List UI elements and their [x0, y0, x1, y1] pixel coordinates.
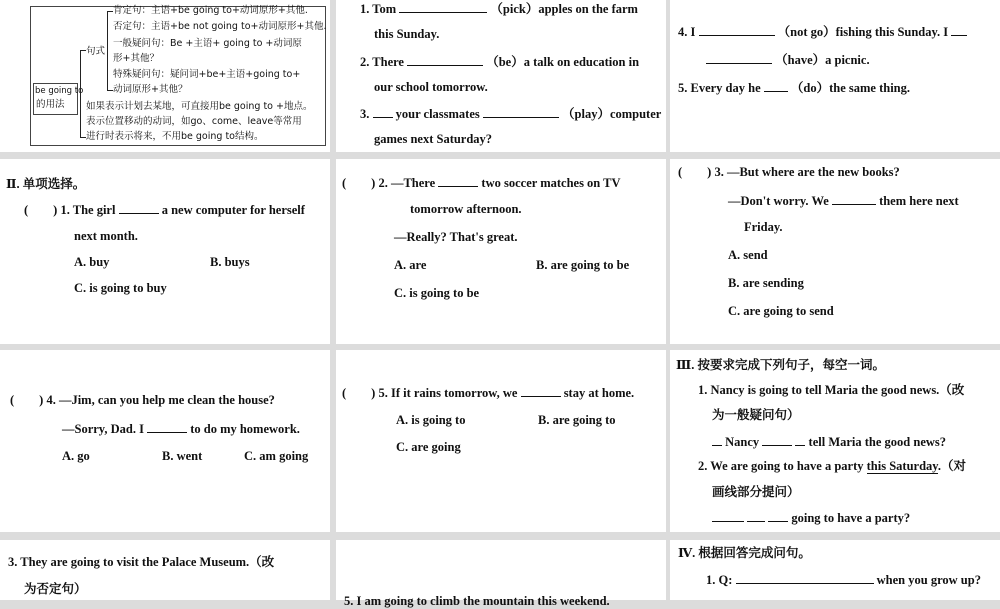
mc3-reply	[728, 192, 959, 209]
question-4-line-2	[706, 51, 870, 68]
mc5-blank[interactable]	[521, 384, 561, 397]
st1-blank-3[interactable]	[795, 433, 805, 446]
st1-text-b: tell Maria the good news?	[808, 435, 947, 449]
section-2-title: Ⅱ. 单项选择。	[6, 177, 86, 191]
mc5-option-a[interactable]: A. is going to	[396, 413, 466, 427]
st2-blank-2[interactable]	[747, 509, 765, 522]
mc4-reply	[62, 420, 300, 437]
mc1-option-a[interactable]: A. buy	[74, 255, 110, 269]
st1-blank-2[interactable]	[762, 433, 792, 446]
q4-text-c: （have）a picnic.	[775, 53, 870, 67]
q3-text-c: （play）computer	[562, 107, 662, 121]
mc5-option-c[interactable]: C. are going	[396, 440, 461, 454]
question-3-line	[360, 105, 661, 122]
section-3-title: Ⅲ. 按要求完成下列句子，每空一词。	[676, 358, 885, 372]
mc1-option-c[interactable]: C. is going to buy	[74, 281, 167, 295]
note-place: 如果表示计划去某地，可直接用be going to +地点。	[86, 101, 313, 112]
st2-text-a: 2. We are going to have a party	[698, 459, 864, 473]
mc2-blank[interactable]	[438, 174, 478, 187]
multiple-choice-panel-2	[336, 159, 666, 344]
q5-text-b: （do）the same thing.	[790, 81, 910, 95]
multiple-choice-panel-4	[0, 350, 330, 532]
mc3-option-a[interactable]: A. send	[728, 248, 768, 262]
mc3-text-a: 3. —But where are the new books?	[714, 165, 900, 179]
sentence-pattern-label: 句式	[86, 46, 106, 57]
note-movement-verbs-cont: 进行时表示将来，不用be going to结构。	[86, 131, 264, 142]
mc3-answer-paren[interactable]: ( )	[678, 165, 712, 179]
multiple-choice-panel-1	[0, 159, 330, 344]
mc4-option-c[interactable]: C. am going	[244, 449, 309, 463]
mc5-option-b[interactable]: B. are going to	[538, 413, 616, 427]
mc2-option-a[interactable]: A. are	[394, 258, 427, 272]
note-movement-verbs: 表示位置移动的动词，如go、come、leave等常用	[86, 116, 302, 127]
q4-blank-3[interactable]	[706, 51, 772, 64]
be-going-to-label: be going to	[35, 86, 84, 96]
q4-text-b: （not go）fishing this Sunday. I	[777, 25, 949, 39]
mc5-text-a: 5. If it rains tomorrow, we	[378, 386, 518, 400]
mc4-answer-paren[interactable]: ( )	[10, 393, 44, 407]
mc2-option-b[interactable]: B. are going to be	[536, 258, 630, 272]
q4-blank-1[interactable]	[699, 23, 775, 36]
rule-wh-question-cont: 动词原形+其他？	[113, 84, 188, 95]
usage-label: 的用法	[36, 99, 65, 110]
question-5-line	[678, 79, 910, 96]
q4-text-a: 4. I	[678, 25, 696, 39]
st5-sentence: 5. I am going to climb the mountain this weekend.	[344, 594, 610, 608]
mc1-text-a: 1. The girl	[60, 203, 116, 217]
q3-blank-2[interactable]	[483, 105, 559, 118]
cq1-text-b: when you grow up?	[876, 573, 981, 587]
q5-blank[interactable]	[764, 79, 788, 92]
st1-blank-1[interactable]	[712, 433, 722, 446]
q1-text-b: （pick）apples on the farm	[490, 2, 638, 16]
rule-affirmative: 肯定句：主语+be going to+动词原形+其他.	[113, 5, 308, 16]
mc2-question-cont: tomorrow afternoon.	[410, 202, 522, 216]
mc4-question	[10, 392, 275, 408]
section-4-title: Ⅳ. 根据回答完成问句。	[678, 546, 811, 560]
sentence-transform-panel-2	[0, 540, 330, 600]
fill-in-panel-1	[336, 0, 666, 152]
st2-blank-3[interactable]	[768, 509, 788, 522]
st1-answer-line	[712, 433, 946, 450]
st1-instruction: 为一般疑问句）	[712, 408, 800, 422]
q3-text-a: 3.	[360, 107, 370, 121]
mc2-text-b: two soccer matches on TV	[481, 176, 621, 190]
fill-in-panel-2	[670, 0, 1000, 152]
mc5-question	[342, 384, 634, 401]
multiple-choice-panel-5	[336, 350, 666, 532]
mc1-blank[interactable]	[119, 201, 159, 214]
st2-blank-1[interactable]	[712, 509, 744, 522]
question-1-line	[360, 0, 638, 17]
sentence-transform-panel-1	[670, 350, 1000, 532]
mc4-blank[interactable]	[147, 420, 187, 433]
mc1-question	[24, 201, 305, 218]
multiple-choice-panel-3	[670, 159, 1000, 344]
question-2-line-2: our school tomorrow.	[374, 80, 488, 94]
mc4-text-a: 4. —Jim, can you help me clean the house?	[46, 393, 275, 407]
mc5-answer-paren[interactable]: ( )	[342, 386, 376, 400]
mc2-text-a: 2. —There	[378, 176, 436, 190]
mc4-text-c: to do my homework.	[190, 422, 300, 436]
cq1-text-a: 1. Q:	[706, 573, 733, 587]
sentence-transform-panel-3	[336, 540, 666, 608]
st2-underlined-phrase: this Saturday	[866, 459, 938, 473]
cq1-blank[interactable]	[736, 571, 874, 584]
question-4-line	[678, 23, 967, 40]
rule-wh-question: 特殊疑问句：疑问词+be+主语+going to+	[113, 69, 301, 80]
q1-text-a: 1. Tom	[360, 2, 397, 16]
q2-text-b: （be）a talk on education in	[486, 55, 640, 69]
rule-negative: 否定句：主语+be not going to+动词原形+其他.	[113, 21, 327, 32]
mc5-text-b: stay at home.	[563, 386, 635, 400]
mc3-option-c[interactable]: C. are going to send	[728, 304, 834, 318]
mc1-question-cont: next month.	[74, 229, 138, 243]
st2-answer-line	[712, 509, 910, 526]
rule-yes-no-question: 一般疑问句：Be +主语+ going to +动词原	[113, 38, 302, 49]
st1-text-a: Nancy	[725, 435, 760, 449]
q3-blank-1[interactable]	[373, 105, 393, 118]
question-3-line-2: games next Saturday?	[374, 132, 493, 146]
rule-yes-no-question-cont: 形+其他？	[113, 53, 159, 64]
st1-sentence: 1. Nancy is going to tell Maria the good news.（改	[698, 383, 965, 397]
cq1-line	[706, 571, 981, 588]
mc4-text-b: —Sorry, Dad. I	[62, 422, 144, 436]
st2-instruction: 画线部分提问）	[712, 485, 800, 499]
mc1-answer-paren[interactable]: ( )	[24, 203, 58, 217]
mc1-text-b: a new computer for herself	[161, 203, 305, 217]
q4-blank-2[interactable]	[951, 23, 967, 36]
mc2-reply: —Really? That's great.	[394, 230, 518, 244]
mc3-question	[678, 164, 900, 180]
mc4-option-a[interactable]: A. go	[62, 449, 90, 463]
q1-blank[interactable]	[399, 0, 487, 13]
st3-instruction: 为否定句）	[24, 582, 87, 596]
mc3-text-c: them here next	[879, 194, 959, 208]
question-2-line	[360, 53, 639, 70]
mc2-question	[342, 174, 621, 191]
q2-blank[interactable]	[407, 53, 483, 66]
question-1-line-2: this Sunday.	[374, 27, 440, 41]
mc3-text-b: —Don't worry. We	[728, 194, 829, 208]
complete-questions-panel	[670, 540, 1000, 600]
st2-sentence	[698, 458, 966, 474]
mc1-option-b[interactable]: B. buys	[210, 255, 250, 269]
mc2-answer-paren[interactable]: ( )	[342, 176, 376, 190]
mc3-option-b[interactable]: B. are sending	[728, 276, 804, 290]
grammar-notes-panel	[0, 0, 330, 152]
q3-text-b: your classmates	[395, 107, 480, 121]
q5-text-a: 5. Every day he	[678, 81, 761, 95]
mc3-reply-cont: Friday.	[744, 220, 783, 234]
st2-text: going to have a party?	[791, 511, 911, 525]
mc3-blank[interactable]	[832, 192, 876, 205]
mc4-option-b[interactable]: B. went	[162, 449, 203, 463]
st3-sentence: 3. They are going to visit the Palace Museum.（改	[8, 555, 275, 569]
mc2-option-c[interactable]: C. is going to be	[394, 286, 480, 300]
st2-text-b: .（对	[937, 459, 966, 473]
q2-text-a: 2. There	[360, 55, 404, 69]
